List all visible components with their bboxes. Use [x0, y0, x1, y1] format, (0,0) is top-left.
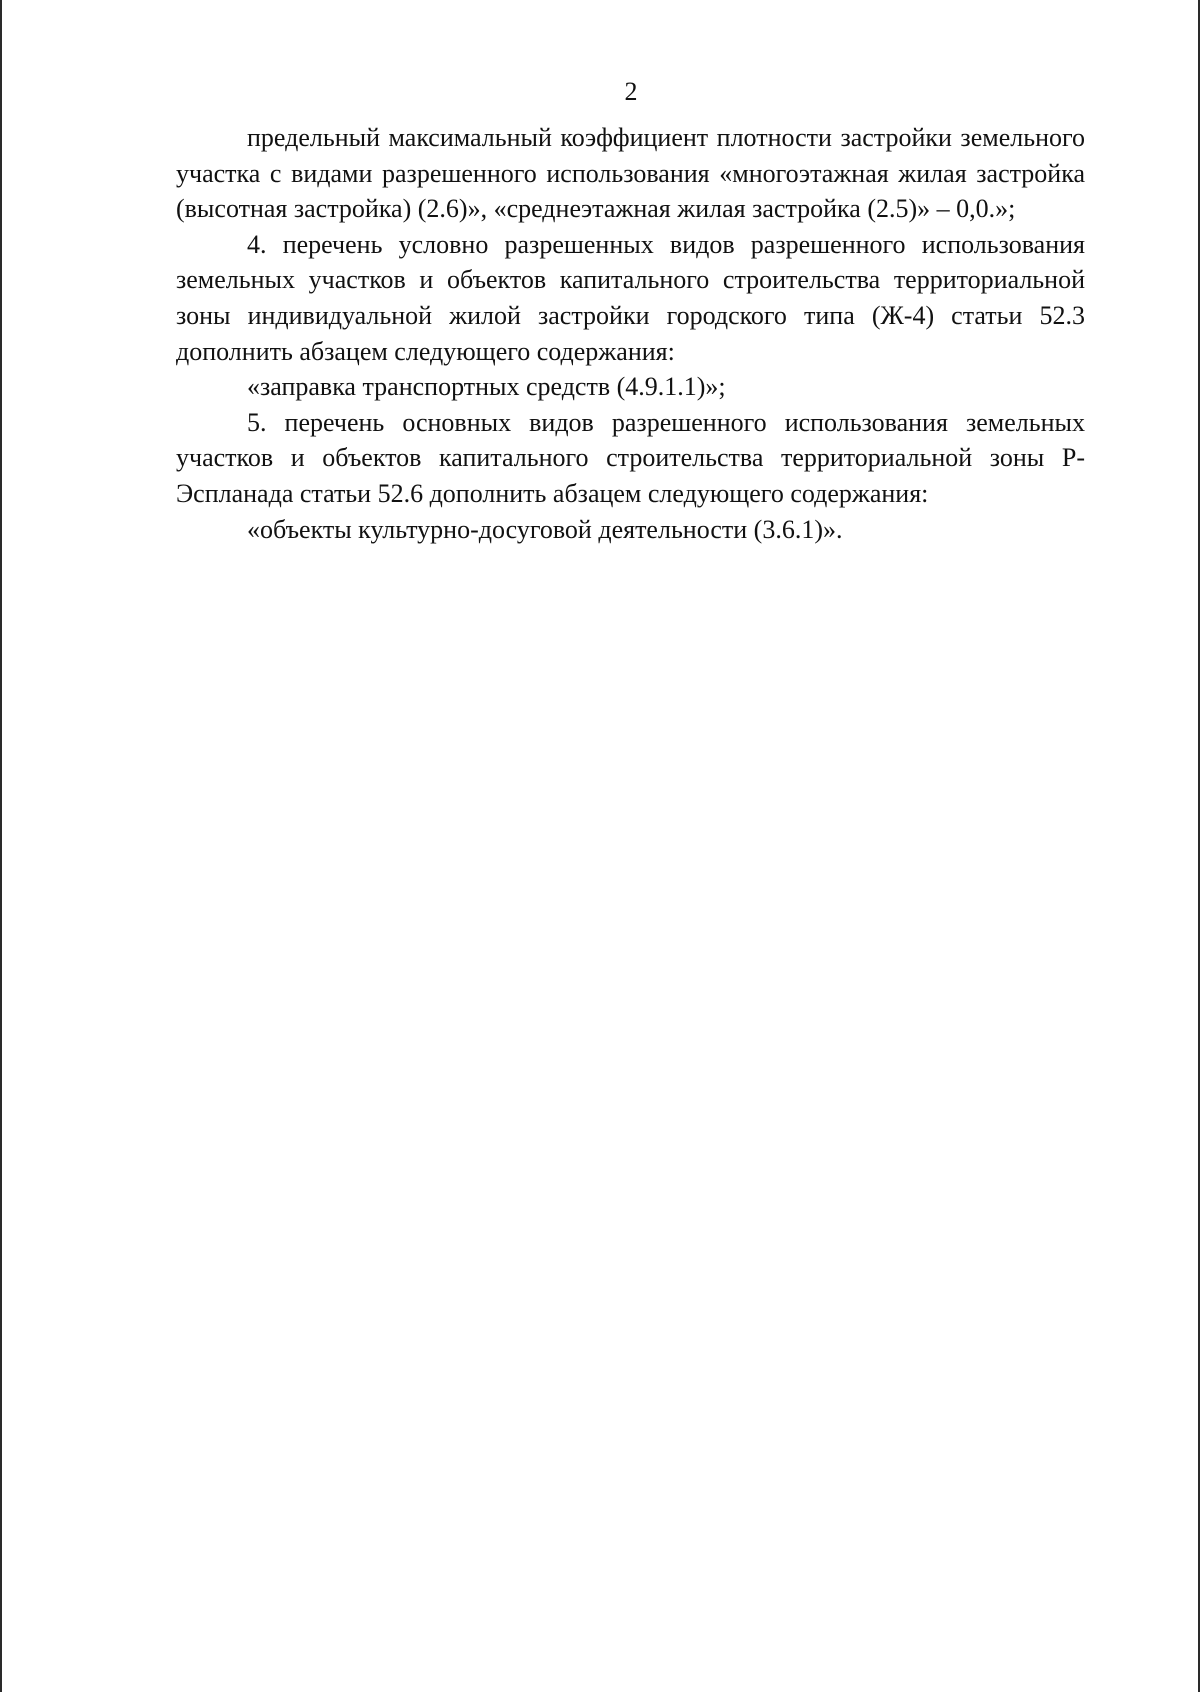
- paragraph-item-5: 5. перечень основных видов разрешенного использования земельных участков и объектов капитального строительства территориальной зоны Р-Эспланада статьи 52.6 дополнить абзацем следующего содержания:: [176, 407, 1085, 508]
- document-body: [176, 120, 1085, 547]
- scan-edge-left: [0, 0, 2, 1692]
- page-number: 2: [624, 77, 638, 106]
- paragraph-fuel-station: «заправка транспортных средств (4.9.1.1)»;: [247, 372, 726, 402]
- paragraph-density-coefficient: предельный максимальный коэффициент плотности застройки земельного участка с видами разрешенного использования «многоэтажная жилая застройка (высотная застройка) (2.6)», «среднеэтажная жилая застройка (2.5)» – 0,0.»;: [176, 123, 1085, 224]
- paragraph-cultural-objects: «объекты культурно-досуговой деятельности (3.6.1)».: [247, 514, 843, 544]
- paragraph-item-4: 4. перечень условно разрешенных видов разрешенного использования земельных участков и объектов капитального строительства территориальной зоны индивидуальной жилой застройки городского типа (Ж-4) статьи 52.3 дополнить абзацем следующего содержания:: [176, 229, 1085, 366]
